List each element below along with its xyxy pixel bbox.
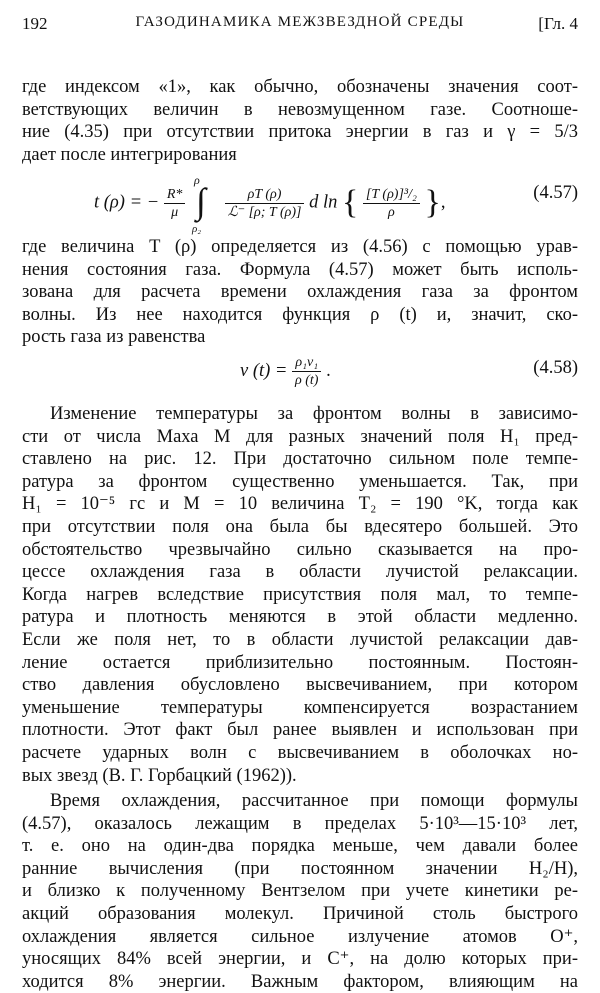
integral-upper-limit: ρ (194, 173, 200, 187)
text-line: т. е. оно на один-два порядка меньше, чем давали более (22, 836, 578, 857)
equation-4-58 (22, 352, 578, 396)
text-line: Время охлаждения, рассчитанное при помощи формулы (50, 791, 578, 811)
paragraph-state-equation (22, 236, 578, 349)
paragraph-temperature (22, 403, 578, 787)
text-line: при отсутствии поля она была бы вдесятеро большей. Это (22, 516, 578, 537)
text-line: уносящих 84% всей энергии, и C⁺, на долю которых при- (22, 949, 578, 970)
equation-body (94, 173, 446, 235)
equation-number: (4.58) (533, 358, 578, 378)
velocity-numerator: ρ₁v₁ (292, 354, 321, 372)
text-line: уменьшение температуры компенсируется возрастанием (22, 697, 578, 718)
text-line: зована для расчета времени охлаждения газа за фронтом (22, 282, 578, 303)
eq-coefficient (164, 186, 186, 221)
text-line: ление остается приблизительно постоянным. Постоян- (22, 652, 578, 673)
text-line: вых звезд (В. Г. Горбацкий (1962)). (22, 765, 297, 786)
text-line: (4.57), оказалось лежащим в пределах 5·10³—15·10³ лет, (22, 813, 578, 834)
running-title: ГАЗОДИНАМИКА МЕЖЗВЕЗДНОЙ СРЕДЫ (135, 14, 465, 30)
text-line: Изменение температуры за фронтом волны в зависимо- (50, 404, 578, 424)
paragraph-cooling-time (22, 790, 578, 993)
chapter-marker: [Гл. 4 (538, 14, 578, 33)
text-line: H₁ = 10⁻⁵ гс и M = 10 величина T₂ = 190 °K, тогда как (22, 494, 578, 515)
text-line: ство давления обусловлено высвечиванием, при котором (22, 675, 578, 696)
equation-4-57 (22, 165, 578, 235)
coef-denominator: μ (171, 204, 179, 220)
text-line: где индексом «1», как обычно, обозначены значения соот- (22, 77, 578, 97)
text-line: обстоятельство чрезвычайно сильно сказывается на про- (22, 539, 578, 560)
text-line: ставлено на рис. 12. При достаточно сильном поле темпе- (22, 449, 578, 470)
text-line: сти от числа Маха M для разных значений поля H₁ пред- (22, 426, 578, 447)
text-line: рость газа из равенства (22, 327, 206, 348)
text-line: ранние вычисления (при постоянном значении H₂/H), (22, 858, 578, 879)
paragraph-intro (22, 76, 578, 166)
text-line: Если же поля нет, то в области лучистой релаксации дав- (22, 629, 578, 650)
eq-tail: . (326, 360, 331, 381)
equation-number: (4.57) (533, 183, 578, 203)
text-line: Когда нагрев вследствие присутствия поля мал, то темпе- (22, 584, 578, 605)
left-brace-icon: { (341, 184, 359, 221)
integrand-denominator: ℒ⁻ [ρ; T (ρ)] (227, 204, 302, 220)
text-line: где величина T (ρ) определяется из (4.56) с помощью урав- (22, 237, 578, 257)
integral-sign-icon: ∫ (196, 181, 206, 221)
eq-tail: , (440, 192, 446, 213)
text-line: расчете ударных волн с высвечиванием в оболочках но- (22, 742, 578, 763)
text-line: и близко к полученному Вентзелом при учете кинетики ре- (22, 881, 578, 902)
text-line: акций образования молекул. Причиной столь быстрого (22, 903, 578, 924)
text-line: охлаждения является сильное излучение атомов O⁺, (22, 926, 578, 947)
right-brace-icon: } (424, 184, 441, 221)
text-line: ние (4.35) при отсутствии притока энергии в газ и γ = 5/3 (22, 122, 578, 143)
text-line: ратура и плотность меняются в этой области медленно. (22, 607, 578, 628)
text-line: ходится 8% энергии. Важным фактором, влияющим на (22, 971, 578, 992)
text-line: дает после интегрирования (22, 144, 237, 165)
eq-lhs: t (ρ) = − (94, 192, 160, 213)
text-line: ветствующих величин в невозмущенном газе. Соотноше- (22, 99, 578, 120)
running-header (22, 14, 578, 38)
eq-integrand (225, 186, 305, 221)
eq-brace-fraction (363, 186, 420, 221)
integral-lower-limit: ρ₂ (192, 223, 202, 235)
integrand-numerator: ρT (ρ) (225, 186, 305, 204)
eq-velocity-fraction (292, 354, 321, 389)
text-line: нения состояния газа. Формула (4.57) может быть исполь- (22, 259, 578, 280)
eq-lhs: v (t) = (240, 360, 288, 381)
brace-numerator: [T (ρ)]³/₂ (363, 186, 420, 204)
text-line: цессе охлаждения газа в области лучистой релаксации. (22, 562, 578, 583)
text-line: волны. Из нее находится функция ρ (t) и, значит, ско- (22, 304, 578, 325)
integral (190, 173, 220, 235)
brace-denominator: ρ (388, 204, 395, 220)
text-line: ратура за фронтом существенно уменьшается. Так, при (22, 471, 578, 492)
page-number: 192 (22, 14, 48, 33)
equation-body (240, 354, 331, 389)
coef-numerator: R* (164, 186, 186, 204)
text-line: плотности. Этот факт был ранее выявлен и использован при (22, 720, 578, 741)
velocity-denominator: ρ (t) (295, 373, 319, 388)
eq-dln: d ln (309, 192, 338, 213)
